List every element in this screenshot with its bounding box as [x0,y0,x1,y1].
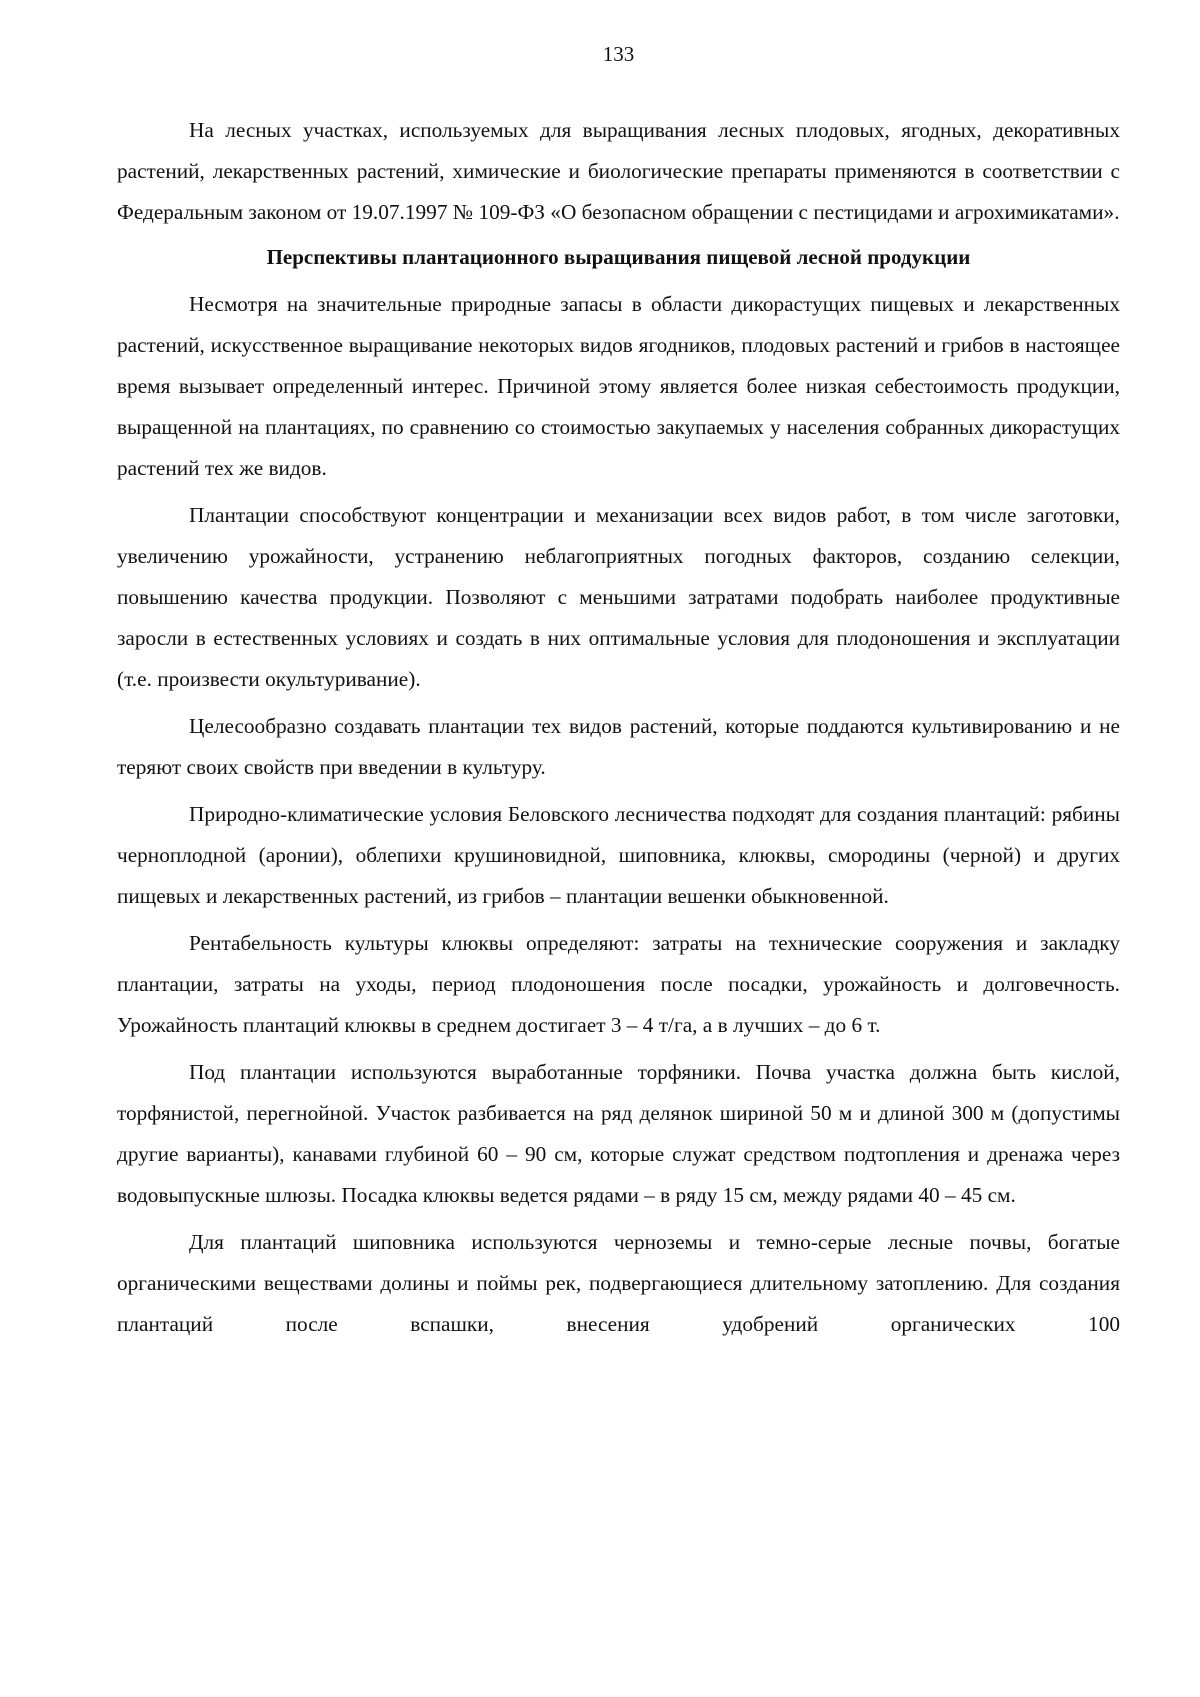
paragraph-last: Для плантаций шиповника используются черноземы и темно-серые лесные почвы, богатые органическими веществами долины и поймы рек, подвергающиеся длительному затоплению. Для создания плантаций после вспашки, внесения удобрений органических 100 [117,1230,1120,1336]
page-number: 133 [602,42,635,66]
paragraph: Под плантации используются выработанные торфяники. Почва участка должна быть кислой, торфянистой, перегнойной. Участок разбивается на ряд делянок шириной 50 м и длиной 300 м (допустимы другие варианты), канавами глубиной 60 – 90 см, которые служат средством подтопления и дренажа через водовыпускные шлюзы. Посадка клюквы ведется рядами – в ряду 15 см, между рядами 40 – 45 см. [117,1060,1120,1207]
paragraph: Несмотря на значительные природные запасы в области дикорастущих пищевых и лекарственных растений, искусственное выращивание некоторых видов ягодников, плодовых растений и грибов в настоящее время вызывает определенный интерес. Причиной этому является более низкая себестоимость продукции, выращенной на плантациях, по сравнению со стоимостью закупаемых у населения собранных дикорастущих растений тех же видов. [117,292,1120,480]
document-body [117,110,1120,1351]
paragraph: Целесообразно создавать плантации тех видов растений, которые поддаются культивированию и не теряют своих свойств при введении в культуру. [117,714,1120,779]
paragraph: Природно-климатические условия Беловского лесничества подходят для создания плантаций: рябины черноплодной (аронии), облепихи крушиновидной, шиповника, клюквы, смородины (черной) и других пищевых и лекарственных растений, из грибов – плантации вешенки обыкновенной. [117,802,1120,908]
paragraph: Рентабельность культуры клюквы определяют: затраты на технические сооружения и закладку плантации, затраты на уходы, период плодоношения после посадки, урожайность и долговечность. Урожайность плантаций клюквы в среднем достигает 3 – 4 т/га, а в лучших – до 6 т. [117,931,1120,1037]
paragraph-intro: На лесных участках, используемых для выращивания лесных плодовых, ягодных, декоративных растений, лекарственных растений, химические и биологические препараты применяются в соответствии с Федеральным законом от 19.07.1997 № 109-ФЗ «О безопасном обращении с пестицидами и агрохимикатами». [117,118,1120,224]
section-heading: Перспективы плантационного выращивания пищевой лесной продукции [266,245,971,269]
paragraph: Плантации способствуют концентрации и механизации всех видов работ, в том числе заготовки, увеличению урожайности, устранению неблагоприятных погодных факторов, созданию селекции, повышению качества продукции. Позволяют с меньшими затратами подобрать наиболее продуктивные заросли в естественных условиях и создать в них оптимальные условия для плодоношения и эксплуатации (т.е. произвести окультуривание). [117,503,1120,691]
